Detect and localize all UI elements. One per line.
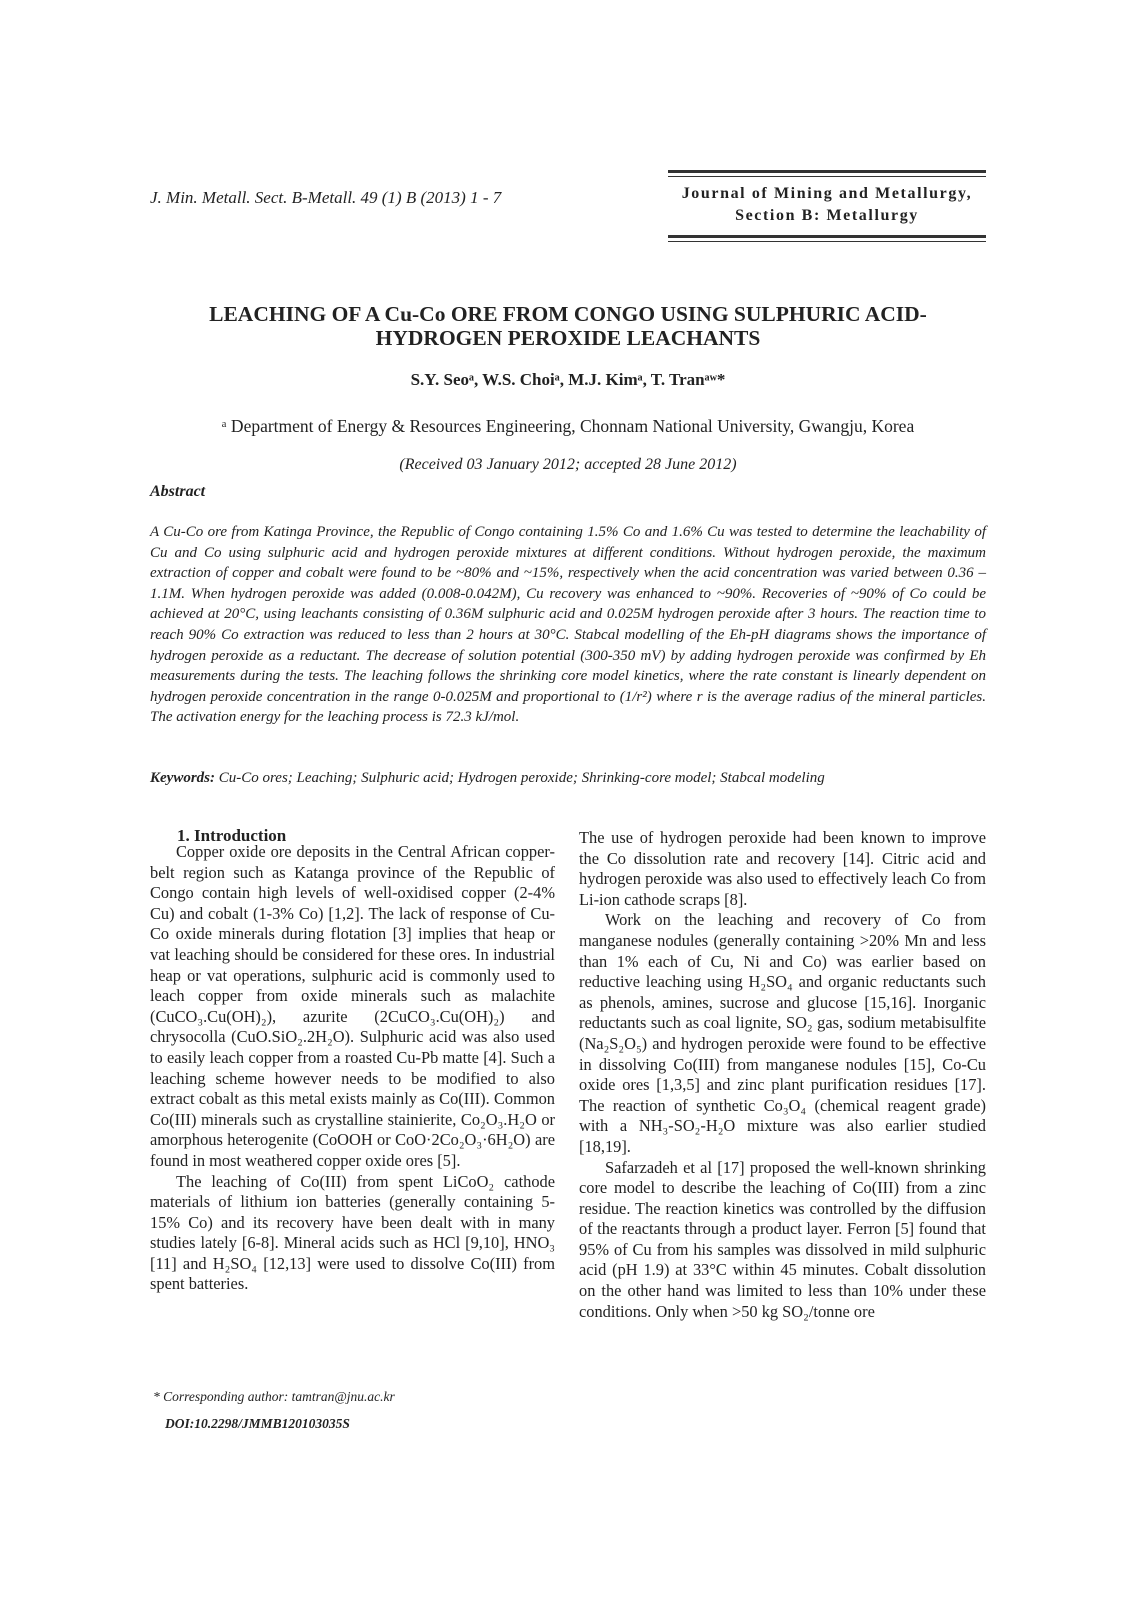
paragraph: Work on the leaching and recovery of Co from manganese nodules (generally containing >20% Mn and less than 1% each of Cu, Ni and Co) was earlier based on reductive leaching using H₂SO₄ and organic reductants such as phenols, amines, sucrose and glucose [15,16]. Inorganic reductants such as coal lignite, SO₂ gas, sodium metabisulfite (Na₂S₂O₅) and hydrogen peroxide were found to be effective in dissolving Co(III) from manganese nodules [15], Co-Cu oxide ores [1,3,5] and zinc plant purification residues [17]. The reaction of synthetic Co₃O₄ (chemical reagent grade) with a NH₃-SO₂-H₂O mixture was also earlier studied [18,19]. bbox=[579, 910, 986, 1156]
paper-title-line1: LEACHING OF A Cu-Co ORE FROM CONGO USING SULPHURIC ACID- bbox=[209, 302, 927, 326]
abstract-text: A Cu-Co ore from Katinga Province, the Republic of Congo containing 1.5% Co and 1.6% Cu was tested to determine the leachability of Cu and Co using sulphuric acid and hydrogen peroxide mixtures at different conditions. Without hydrogen peroxide, the maximum extraction of copper and cobalt were found to be ~80% and ~15%, respectively when the acid concentration was varied between 0.36 – 1.1M. When hydrogen peroxide was added (0.008-0.042M), Cu recovery was enhanced to ~90%. Recoveries of ~90% of Co could be achieved at 20°C, using leachants consisting of 0.36M sulphuric acid and 0.025M hydrogen peroxide after 3 hours. The reaction time to reach 90% Co extraction was reduced to less than 2 hours at 30°C. Stabcal modelling of the Eh-pH diagrams shows the importance of hydrogen peroxide as a reductant. The decrease of solution potential (300-350 mV) by adding hydrogen peroxide was confirmed by Eh measurements during the tests. The leaching follows the shrinking core model kinetics, where the rate constant is linearly dependent on hydrogen peroxide concentration in the range 0-0.025M and proportional to (1/r²) where r is the average radius of the mineral particles. The activation energy for the leaching process is 72.3 kJ/mol. bbox=[150, 524, 986, 726]
paragraph: The use of hydrogen peroxide had been known to improve the Co dissolution rate and recovery [14]. Citric acid and hydrogen peroxide was also used to effectively leach Co from Li-ion cathode scraps [8]. bbox=[579, 828, 986, 909]
keywords-label: Keywords: bbox=[150, 770, 215, 786]
journal-title-line2: Section B: Metallurgy bbox=[735, 207, 919, 224]
journal-title-line1: Journal of Mining and Metallurgy, bbox=[681, 185, 973, 202]
author-list: S.Y. Seoᵃ, W.S. Choiᵃ, M.J. Kimᵃ, T. Tranᵃʷ* bbox=[410, 370, 726, 389]
journal-name-box bbox=[668, 170, 986, 242]
abstract-heading: Abstract bbox=[150, 483, 206, 500]
left-column bbox=[150, 842, 555, 1295]
corresponding-author-footnote: * Corresponding author: tamtran@jnu.ac.kr bbox=[153, 1389, 395, 1404]
bottom-rule bbox=[668, 235, 986, 242]
paragraph: Copper oxide ore deposits in the Central African copper-belt region such as Katanga province of the Republic of Congo contain high levels of well-oxidised copper (2-4% Cu) and cobalt (1-3% Co) [1,2]. The lack of response of Cu-Co oxide minerals during flotation [3] implies that heap or vat leaching should be considered for these ores. In industrial heap or vat operations, sulphuric acid is commonly used to leach copper from oxide minerals such as malachite (CuCO₃.Cu(OH)₂), azurite (2CuCO₃.Cu(OH)₂) and chrysocolla (CuO.SiO₂.2H₂O). Sulphuric acid was also used to easily leach copper from a roasted Cu-Pb matte [4]. Such a leaching scheme however needs to be modified to also extract cobalt as this metal exists mainly as Co(III). Common Co(III) minerals such as crystalline stainierite, Co₂O₃.H₂O or amorphous heterogenite (CoOOH or CoO·2Co₂O₃·6H₂O) are found in most weathered copper oxide ores [5]. bbox=[150, 842, 555, 1170]
paragraph: The leaching of Co(III) from spent LiCoO₂ cathode materials of lithium ion batteries (generally containing 5-15% Co) and its recovery have been dealt with in many studies lately [6-8]. Mineral acids such as HCl [9,10], HNO₃ [11] and H₂SO₄ [12,13] were used to dissolve Co(III) from spent batteries. bbox=[150, 1171, 555, 1294]
paragraph: Safarzadeh et al [17] proposed the well-known shrinking core model to describe the leaching of Co(III) from a zinc residue. The reaction kinetics was controlled by the diffusion of the reactants through a product layer. Ferron [5] found that 95% of Cu from his samples was dissolved in mild sulphuric acid (pH 1.9) at 33°C within 45 minutes. Cobalt dissolution on the other hand was limited to less than 10% under these conditions. Only when >50 kg SO₂/tonne ore bbox=[579, 1157, 986, 1321]
affiliation: ᵃ Department of Energy & Resources Engineering, Chonnam National University, Gwangju, Korea bbox=[221, 416, 915, 436]
journal-citation: J. Min. Metall. Sect. B-Metall. 49 (1) B (2013) 1 - 7 bbox=[150, 188, 502, 207]
paper-title-line2: HYDROGEN PEROXIDE LEACHANTS bbox=[375, 326, 761, 350]
doi: DOI:10.2298/JMMB120103035S bbox=[165, 1416, 350, 1431]
paper-title bbox=[150, 302, 986, 350]
section-heading-introduction: 1. Introduction bbox=[177, 826, 287, 845]
right-column bbox=[579, 828, 986, 1322]
keywords bbox=[150, 770, 986, 787]
top-rule bbox=[668, 170, 986, 177]
journal-title bbox=[668, 177, 986, 235]
keywords-list: Cu-Co ores; Leaching; Sulphuric acid; Hydrogen peroxide; Shrinking-core model; Stabcal modeling bbox=[215, 770, 825, 786]
received-dates: (Received 03 January 2012; accepted 28 June 2012) bbox=[399, 456, 737, 473]
